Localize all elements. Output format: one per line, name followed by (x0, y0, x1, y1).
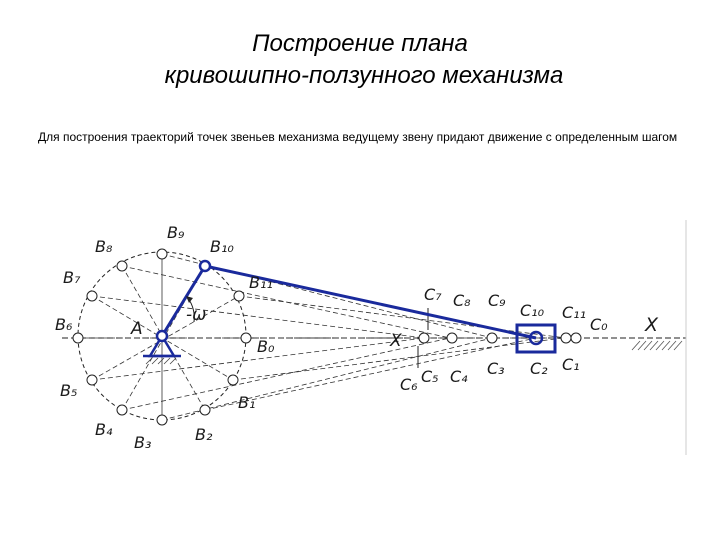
label-b3: B₃ (134, 433, 152, 452)
point-b7 (87, 291, 97, 301)
label-x-right: X (645, 314, 659, 336)
point-b3 (157, 415, 167, 425)
label-b4: B₄ (95, 420, 113, 439)
point-b4 (117, 405, 127, 415)
description-text: Для построения траекторий точек звеньев механизма ведущему звену придают движение с определенным шагом (38, 130, 678, 144)
point-c0 (571, 333, 581, 343)
rod-b8-c8 (122, 266, 450, 338)
point-a (157, 331, 167, 341)
omega-arrowhead-icon (186, 296, 193, 303)
ground-hatching-right (632, 341, 682, 350)
point-b2 (200, 405, 210, 415)
label-c8: C₈ (453, 291, 471, 310)
label-c9: C₉ (488, 291, 506, 310)
label-b10: B₁₀ (210, 237, 234, 256)
point-b10 (200, 261, 210, 271)
label-b11: B₁₁ (249, 273, 273, 292)
point-b0 (241, 333, 251, 343)
label-c7: C₇ (424, 285, 442, 304)
point-c3 (487, 333, 497, 343)
label-c4: C₄ (450, 367, 468, 386)
connecting-rod-positions (78, 254, 574, 420)
label-x-left: X (390, 331, 402, 351)
crank-a-b10 (162, 266, 205, 336)
label-b5: B₅ (60, 381, 78, 400)
label-b1: B₁ (238, 393, 256, 412)
point-b1 (228, 375, 238, 385)
label-c3: C₃ (487, 359, 505, 378)
label-b9: B₉ (167, 223, 185, 242)
label-c0: C₀ (590, 315, 608, 334)
point-c5 (419, 333, 429, 343)
label-b0: B₀ (257, 337, 275, 356)
label-b8: B₈ (95, 237, 113, 256)
label-c11: C₁₁ (562, 303, 586, 322)
label-c5: C₅ (421, 367, 439, 386)
point-c1 (561, 333, 571, 343)
label-a: A (131, 319, 143, 339)
title-line-2: кривошипно-ползунного механизма (164, 62, 564, 89)
label-c10: C₁₀ (520, 301, 544, 320)
point-b5 (87, 375, 97, 385)
main-link (162, 261, 536, 338)
label-c2: C₂ (530, 359, 548, 378)
label-omega: -ω (186, 305, 207, 325)
label-b7: B₇ (63, 268, 81, 287)
label-c1: C₁ (562, 355, 580, 374)
label-c6: C₆ (400, 375, 418, 394)
point-b9 (157, 249, 167, 259)
point-b11 (234, 291, 244, 301)
point-c4 (447, 333, 457, 343)
label-b2: B₂ (195, 425, 213, 444)
point-b8 (117, 261, 127, 271)
label-b6: B₆ (55, 315, 73, 334)
title-line-1: Построение плана (252, 30, 468, 57)
point-b6 (73, 333, 83, 343)
